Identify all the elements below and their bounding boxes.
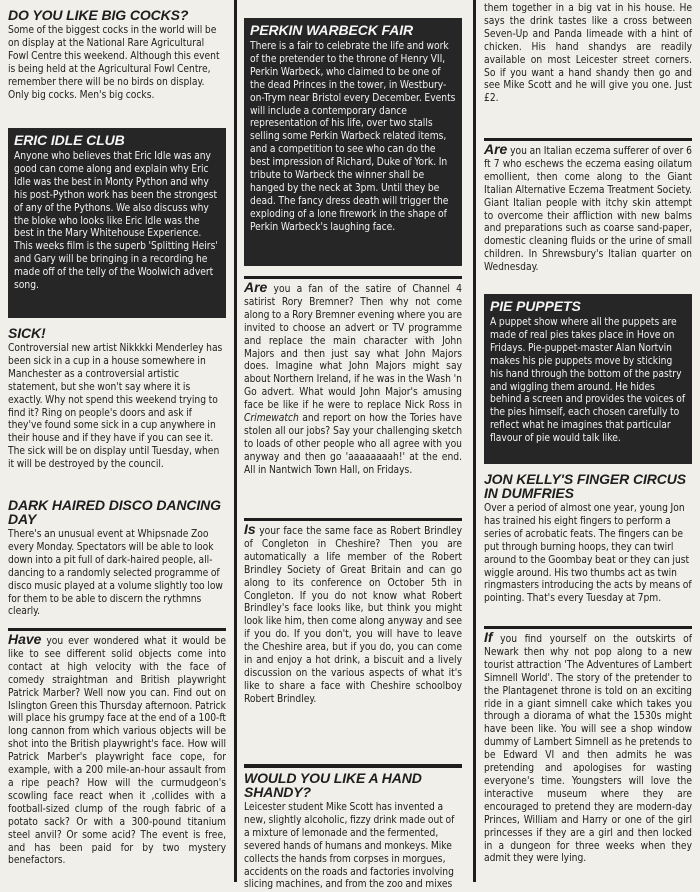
- article-lead-word: Is: [244, 521, 256, 537]
- article-text: you an Italian eczema sufferer of over 6 ft 7 who eschews the eczema easing oilatum emollient, then come along to the Giant Italian Alternative Eczema Treatment Society. Giant Italian people with itchy skin attempt to overcome their affliction with new balms and preparations such as coarse sand-paper, domestic cleaning fluids or the urine of small children. In Shrewsbury's Italian quarter on Wednesday.: [484, 146, 692, 274]
- article-hand-shandy-continued: [484, 3, 692, 106]
- article-text: you ever wondered what it would be like to see different solid objects come into contact at high velocity with the face of comedy straightman and British playwright Patrick Marber? Well now you can. Find out on Islington Green this Thursday afternoon. Patrick will place his grumpy face at the end of a 100-ft long cannon from which various objects will be shot into the British playwright's face. How will Patrick Marber's playwright face cope, for example, with a 200 mile-an-hour assault from a ripe peach? How will the curmudgeon's scowling face react when it ,collides with a football-sized clump of the rough fabric of a potato sack? Or with a 300-pound titanium steel anvil? Or some acid? The event is free, and has been paid for by two mystery benefactors.: [8, 636, 226, 867]
- article-body: Some of the biggest cocks in the world will be on display at the National Rare Agricultural Fowl Centre this weekend. Although this event is being held at the Agricultural Fowl Centre, remember there will be no birds on display. Only big cocks. Men's big cocks.: [8, 25, 220, 101]
- article-text-italic: Crimewatch: [244, 413, 299, 425]
- column-rule-left: [234, 0, 237, 882]
- article-body: them together in a big vat in his house. He says the drink tastes like a cross between Seven-Up and Panda limeade with a hint of chicken. His hand shandys are readily available on most Leicester street corners. So if you want a hand shandy then go and see Mike Scott and he will give you one. Just £2.: [484, 3, 692, 105]
- article-lead-word: Have: [8, 631, 42, 647]
- article-lead-word: Are: [484, 141, 508, 157]
- article-italian-eczema: [484, 138, 692, 275]
- column-rule-right: [473, 0, 476, 882]
- article-text: you a fan of the satire of Channel 4 satirist Rory Bremner? Then why not come along to a Rory Bremner evening where you are invited to choose an advert or TV programme and replace the main character with John Majors and then just say what John Majors does. Imagine what John Majors might say about Northern Ireland, if he was in the Wash 'n Go advert. What would John Major's amusing face be like if he were to replace Nick Ross in: [244, 284, 462, 412]
- article-pie-puppets: [484, 294, 692, 464]
- article-heading: DARK HAIRED DISCO DANCING DAY: [8, 497, 221, 527]
- article-patrick-marber: [8, 628, 226, 868]
- article-hand-shandy: [244, 764, 462, 892]
- article-body: [484, 631, 692, 866]
- article-lambert-simnell: [484, 626, 692, 866]
- article-body: Leicester student Mike Scott has invented a new, slightly alcoholic, fizzy drink made out of a mixture of lemonade and the fermented, severed hands of humans and monkeys. Mike collects the hands from corpses in morgues, accidents on the roads and factories involving slicing machines, and from the zoo and mixes: [244, 802, 455, 891]
- article-body: [244, 281, 462, 478]
- article-heading: ERIC IDLE CLUB: [14, 132, 125, 148]
- article-sick: [8, 326, 226, 472]
- article-body: There's an unusual event at Whipsnade Zoo every Monday. Spectators will be able to look down into a pit full of dark-haired people, all-dancing to a randomly selected programme of disco music played at a volume slightly too low for them to be able to discern the rythmns clearly.: [8, 529, 223, 618]
- article-body: A puppet show where all the puppets are made of real pies takes place in Hove on Fridays. Pie-puppet-master Alan Nortvin makes his pie puppets move by sticking his hand through the bottom of the pastry and wiggling them around. He hides behind a screen and provides the voices of the pies himself, each chosen carefully to reflect what he imagines that particular flavour of pie would talk like.: [490, 317, 686, 445]
- article-robert-brindley: [244, 518, 462, 707]
- article-body: There is a fair to celebrate the life and work of the pretender to the throne of Henry VII, Perkin Warbeck, who claimed to be one of the dead Princes in the tower, in Westbury-on-Trym near Bristol every December. Events will include a contemporary dance representation of his life, over two stalls selling some Perkin Warbeck related items, and a competition to see who can do the best impression of Richard, Duke of York. In tribute to Warbeck the winner shall be hanged by the neck at 3pm. Until they be dead. The fancy dress death will trigger the exploding of a lone firework in the shape of Perkin Warbeck's laughing face.: [250, 41, 456, 233]
- article-body: Anyone who believes that Eric Idle was any good can come along and explain why Eric Idle was the best in Monty Python and why his post-Python work has been the strongest of any of the Pythons. We also discuss why the bloke who looks like Eric Idle was the best in the Mary Whitehouse Experience. This weeks film is the superb 'Splitting Heirs' and Gary will be bringing in a recording he made off of the telly of the Woolwich advert song.: [14, 151, 218, 292]
- article-heading: PERKIN WARBECK FAIR: [250, 22, 413, 38]
- article-lead-word: Are: [244, 279, 268, 295]
- article-body: [484, 143, 692, 275]
- article-text: you find yourself on the outskirts of Newark then why not pop along to a new tourist attraction 'The Adventures of Lambert Simnell World'. The story of the pretender to the Plantagenet throne is told on an exciting ride in a giant simnell cake which takes you through a diorama of what the 1530s might have been like. You will see a shop window dummy of Lambert Simnell as he pretends to be Edward VI and then admits he was pretending and apologises for wasting everyone's time. Youngsters will love the interactive museum where they are encouraged to pretend they are modern-day Princes, William and Harry or one of the girl princesses if they are a girl and then locked in a dungeon for three weeks when they admit they were lying.: [484, 634, 692, 865]
- article-big-cocks: [8, 8, 226, 102]
- article-text: your face the same face as Robert Brindley of Congleton in Cheshire? Then you are automatically a life member of the Robert Brindley Society of Great Britain and can go along to its conference on October 5th in Congleton. If you do not know what Robert Brindley's face looks like, but think you might look like him, then come along anyway and see if you do. If you don't, you will have to leave the Cheshire area, but if you do, you can come in and enjoy a hot drink, a biscuit and a lively discussion on the various aspects of what it's like to share a face with Cheshire schoolboy Robert Brindley.: [244, 526, 462, 705]
- article-heading: JON KELLY'S FINGER CIRCUS IN DUMFRIES: [484, 471, 687, 501]
- article-body: [244, 523, 462, 707]
- article-lead-word: If: [484, 629, 493, 645]
- article-perkin-warbeck-fair: [244, 18, 462, 266]
- article-body: Over a period of almost one year, young Jon has trained his eight fingers to perform a series of acrobatic feats. The fingers can be put through burning hoops, they can twirl around to the Goombay beat or they can just wiggle around. His two thumbs act as twin ringmasters introducing the acts by means of pointing. That's every Tuesday at 7pm.: [484, 503, 692, 605]
- article-heading: WOULD YOU LIKE A HAND SHANDY?: [244, 770, 422, 800]
- article-body: Controversial new artist Nikkkki Menderley has been sick in a cup in a house somewhere in Manchester as a controversial artistic statement, but she won't say where it is exactly. Why not spend this weekend trying to find it? Ring on people's doors and ask if they've found some sick in a cup anywhere in their house and if they have if you can see it. The sick will be on display until Tuesday, when it will be destroyed by the council.: [8, 343, 223, 471]
- article-rory-bremner: [244, 276, 462, 478]
- article-finger-circus: [484, 472, 692, 606]
- article-text: and report on how the Tories have stolen all our jobs? Say your challenging sketch to loads of other people who all agree with you anyway and then go 'aaaaaaaah!' at the end. All in Nantwich Town Hall, on Fridays.: [244, 413, 462, 476]
- article-heading: SICK!: [8, 325, 46, 341]
- article-body: [8, 633, 226, 868]
- article-disco-dancing-day: [8, 498, 226, 619]
- article-eric-idle-club: [8, 128, 226, 318]
- article-heading: DO YOU LIKE BIG COCKS?: [8, 7, 189, 23]
- article-heading: PIE PUPPETS: [490, 298, 581, 314]
